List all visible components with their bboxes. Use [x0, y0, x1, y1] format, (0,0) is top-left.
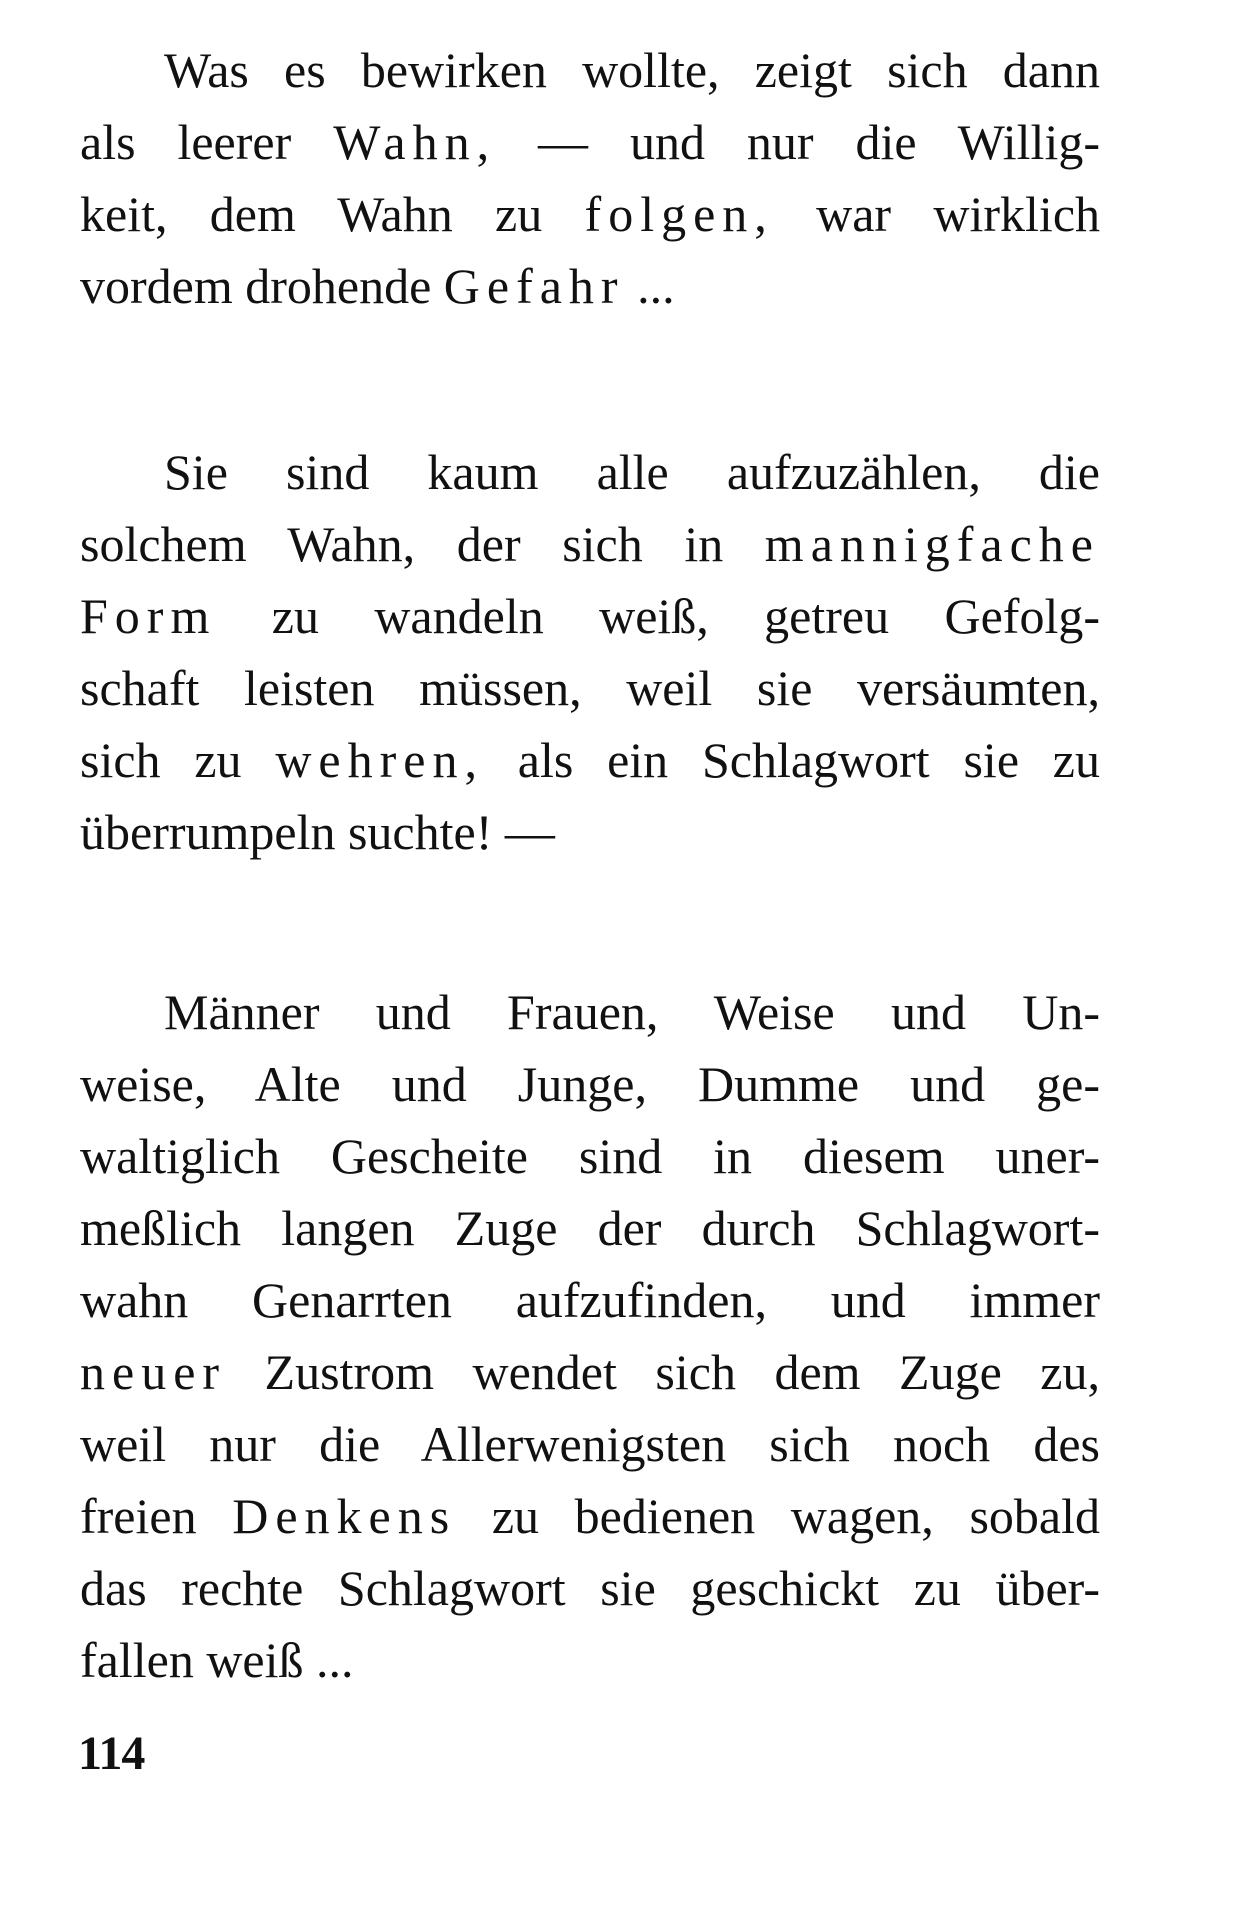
text-segment: Männer und Frauen, Weise und Un- [164, 984, 1100, 1040]
spaced-emphasis: wehren, [275, 732, 484, 788]
spaced-emphasis: folgen, [584, 186, 774, 242]
text-line [80, 34, 1100, 106]
paragraph-2 [80, 436, 1100, 868]
text-segment: überrumpeln suchte! — [80, 804, 555, 860]
text-line [80, 1408, 1100, 1480]
text-line [80, 652, 1100, 724]
text-segment: meßlich langen Zuge der durch Schlagwort- [80, 1200, 1100, 1256]
text-segment: war wirklich [773, 186, 1101, 242]
text-line [80, 1264, 1100, 1336]
text-segment: Zustrom wendet sich dem Zuge zu, [226, 1344, 1100, 1400]
spaced-emphasis: mannigfache [764, 516, 1100, 572]
text-segment: Sie sind kaum alle aufzuzählen, die [164, 444, 1100, 500]
text-segment: vordem drohende [80, 258, 444, 314]
text-line [80, 1336, 1100, 1408]
text-segment: weise, Alte und Junge, Dumme und ge- [80, 1056, 1100, 1112]
text-line [80, 1480, 1100, 1552]
spaced-emphasis: neuer [80, 1344, 227, 1400]
text-segment: als ein Schlagwort sie zu [483, 732, 1100, 788]
text-segment: als leerer [80, 114, 334, 170]
text-segment: waltiglich Gescheite sind in diesem uner- [80, 1128, 1100, 1184]
text-line [80, 250, 1100, 322]
text-line [80, 1624, 1100, 1696]
spaced-emphasis: Wahn, [333, 114, 497, 170]
text-line [80, 1192, 1100, 1264]
text-line [80, 1048, 1100, 1120]
text-segment: ... [624, 258, 675, 314]
text-segment: freien [80, 1488, 233, 1544]
text-segment: solchem Wahn, der sich in [80, 516, 765, 572]
text-segment: — und nur die Willig- [496, 114, 1100, 170]
text-line [80, 1552, 1100, 1624]
text-line [80, 436, 1100, 508]
page-number: 114 [78, 1727, 145, 1780]
text-segment: Was es bewirken wollte, zeigt sich dann [164, 42, 1100, 98]
text-segment: zu bedienen wagen, sobald [456, 1488, 1100, 1544]
paragraph-3 [80, 976, 1100, 1696]
text-line [80, 508, 1100, 580]
text-line [80, 106, 1100, 178]
text-segment: keit, dem Wahn zu [80, 186, 585, 242]
spaced-emphasis: Gefahr [443, 258, 625, 314]
spaced-emphasis: Form [80, 588, 217, 644]
text-line [80, 1120, 1100, 1192]
text-line [80, 976, 1100, 1048]
text-line [80, 178, 1100, 250]
text-segment: wahn Genarrten aufzufinden, und immer [80, 1272, 1100, 1328]
paragraph-1 [80, 34, 1100, 322]
text-line [80, 580, 1100, 652]
spaced-emphasis: Denkens [232, 1488, 457, 1544]
text-segment: sich zu [80, 732, 276, 788]
text-segment: weil nur die Allerwenigsten sich noch des [80, 1416, 1100, 1472]
text-segment: fallen weiß ... [80, 1632, 354, 1688]
text-segment: das rechte Schlagwort sie geschickt zu über- [80, 1560, 1100, 1616]
text-line [80, 724, 1100, 796]
text-segment: schaft leisten müssen, weil sie versäumten, [80, 660, 1100, 716]
text-segment: zu wandeln weiß, getreu Gefolg- [216, 588, 1100, 644]
text-line [80, 796, 1100, 868]
